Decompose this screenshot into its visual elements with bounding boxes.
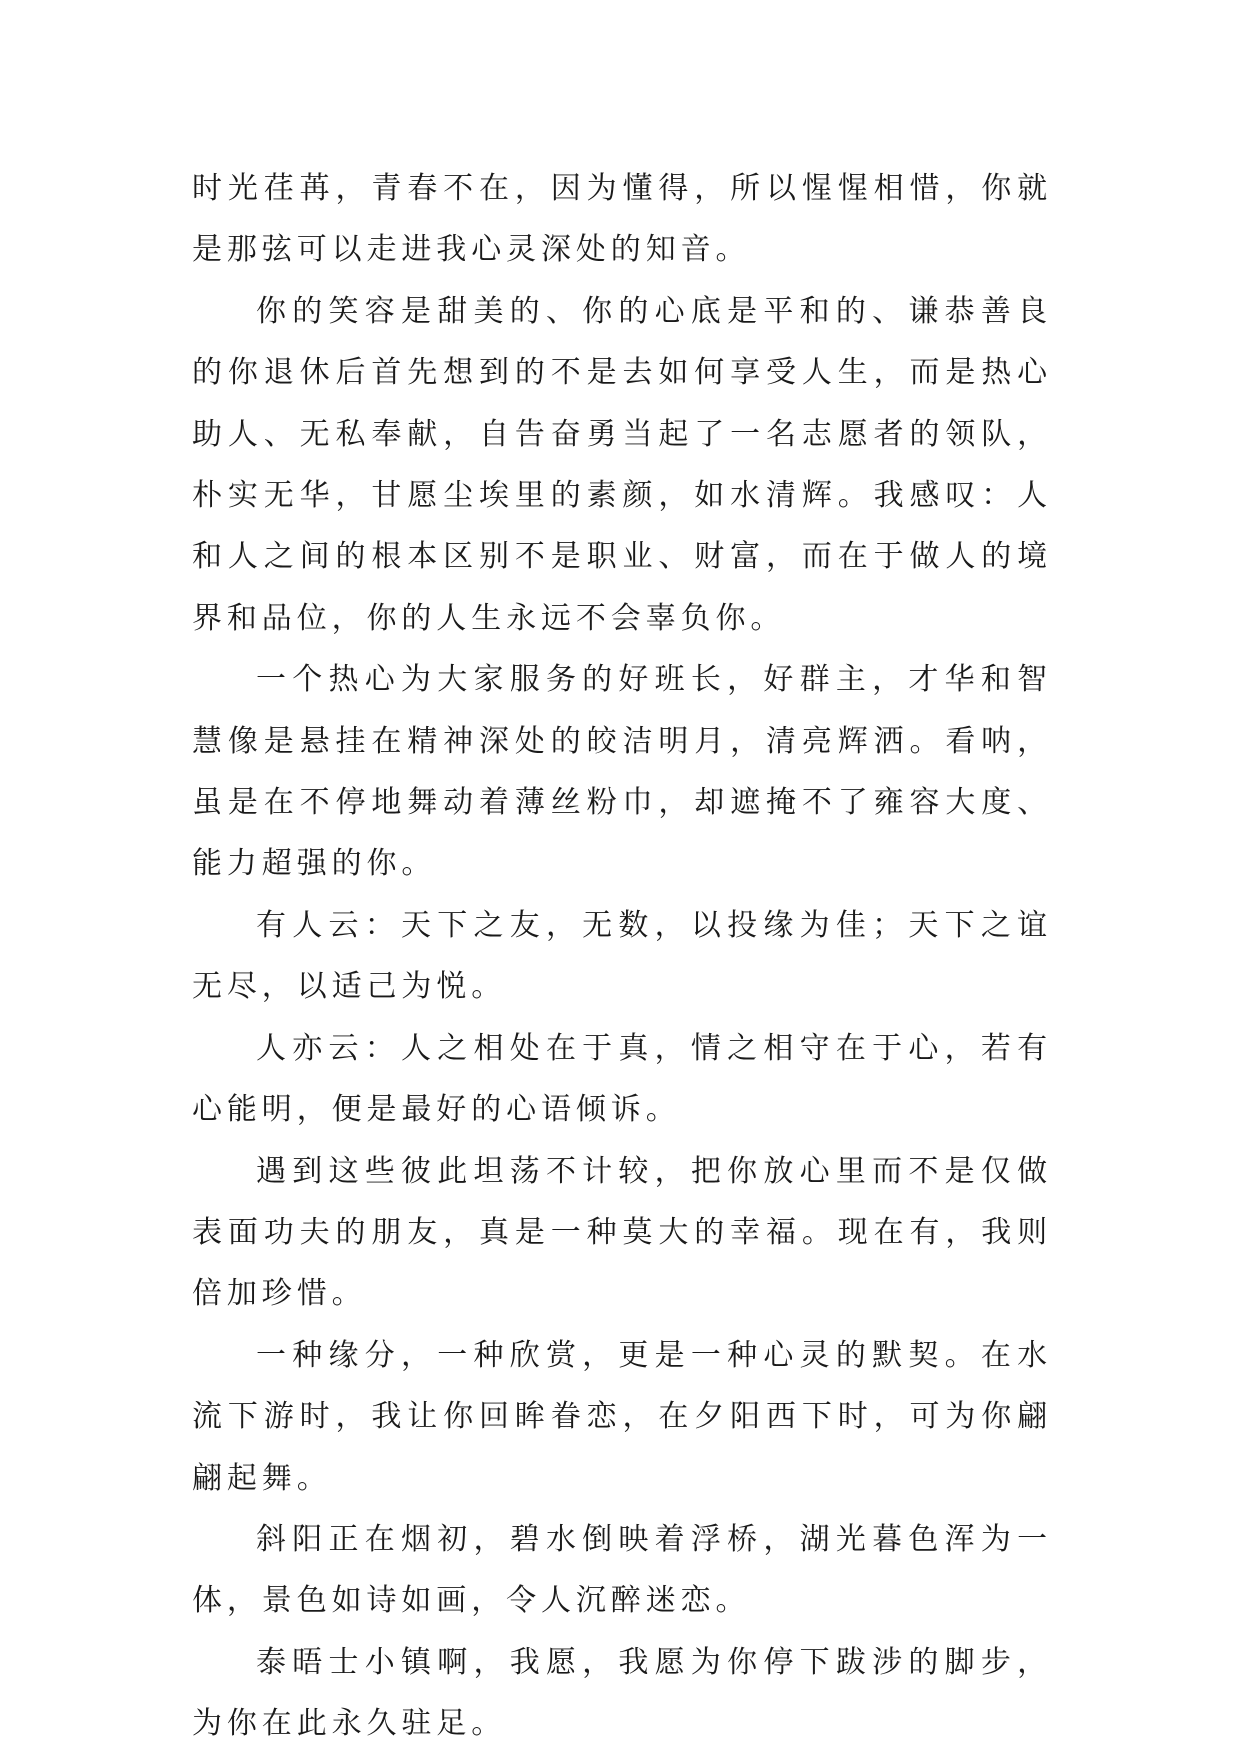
paragraph-6: 遇到这些彼此坦荡不计较，把你放心里而不是仅做表面功夫的朋友，真是一种莫大的幸福。现在有，我则倍加珍惜。 <box>192 1153 1052 1312</box>
body-text <box>192 158 1052 1755</box>
paragraph-1: 时光荏苒，青春不在，因为懂得，所以惺惺相惜，你就是那弦可以走进我心灵深处的知音。 <box>192 171 1052 268</box>
paragraph-8: 斜阳正在烟初，碧水倒映着浮桥，湖光暮色浑为一体，景色如诗如画，令人沉醉迷恋。 <box>192 1521 1052 1619</box>
paragraph-5: 人亦云：人之相处在于真，情之相守在于心，若有心能明，便是最好的心语倾诉。 <box>192 1030 1052 1128</box>
paragraph-9: 泰晤士小镇啊，我愿，我愿为你停下跋涉的脚步，为你在此永久驻足。 <box>192 1644 1052 1742</box>
paragraph-7: 一种缘分，一种欣赏，更是一种心灵的默契。在水流下游时，我让你回眸眷恋，在夕阳西下时，可为你翩翩起舞。 <box>192 1337 1052 1496</box>
paragraph-2: 你的笑容是甜美的、你的心底是平和的、谦恭善良的你退休后首先想到的不是去如何享受人生，而是热心助人、无私奉献，自告奋勇当起了一名志愿者的领队，朴实无华，甘愿尘埃里的素颜，如水清辉。我感叹：人和人之间的根本区别不是职业、财富，而在于做人的境界和品位，你的人生永远不会辜负你。 <box>192 293 1052 636</box>
paragraph-3: 一个热心为大家服务的好班长，好群主，才华和智慧像是悬挂在精神深处的皎洁明月，清亮辉洒。看呐，虽是在不停地舞动着薄丝粉巾，却遮掩不了雍容大度、能力超强的你。 <box>192 662 1052 882</box>
paragraph-4: 有人云：天下之友，无数，以投缘为佳；天下之谊无尽，以适己为悦。 <box>192 907 1052 1005</box>
